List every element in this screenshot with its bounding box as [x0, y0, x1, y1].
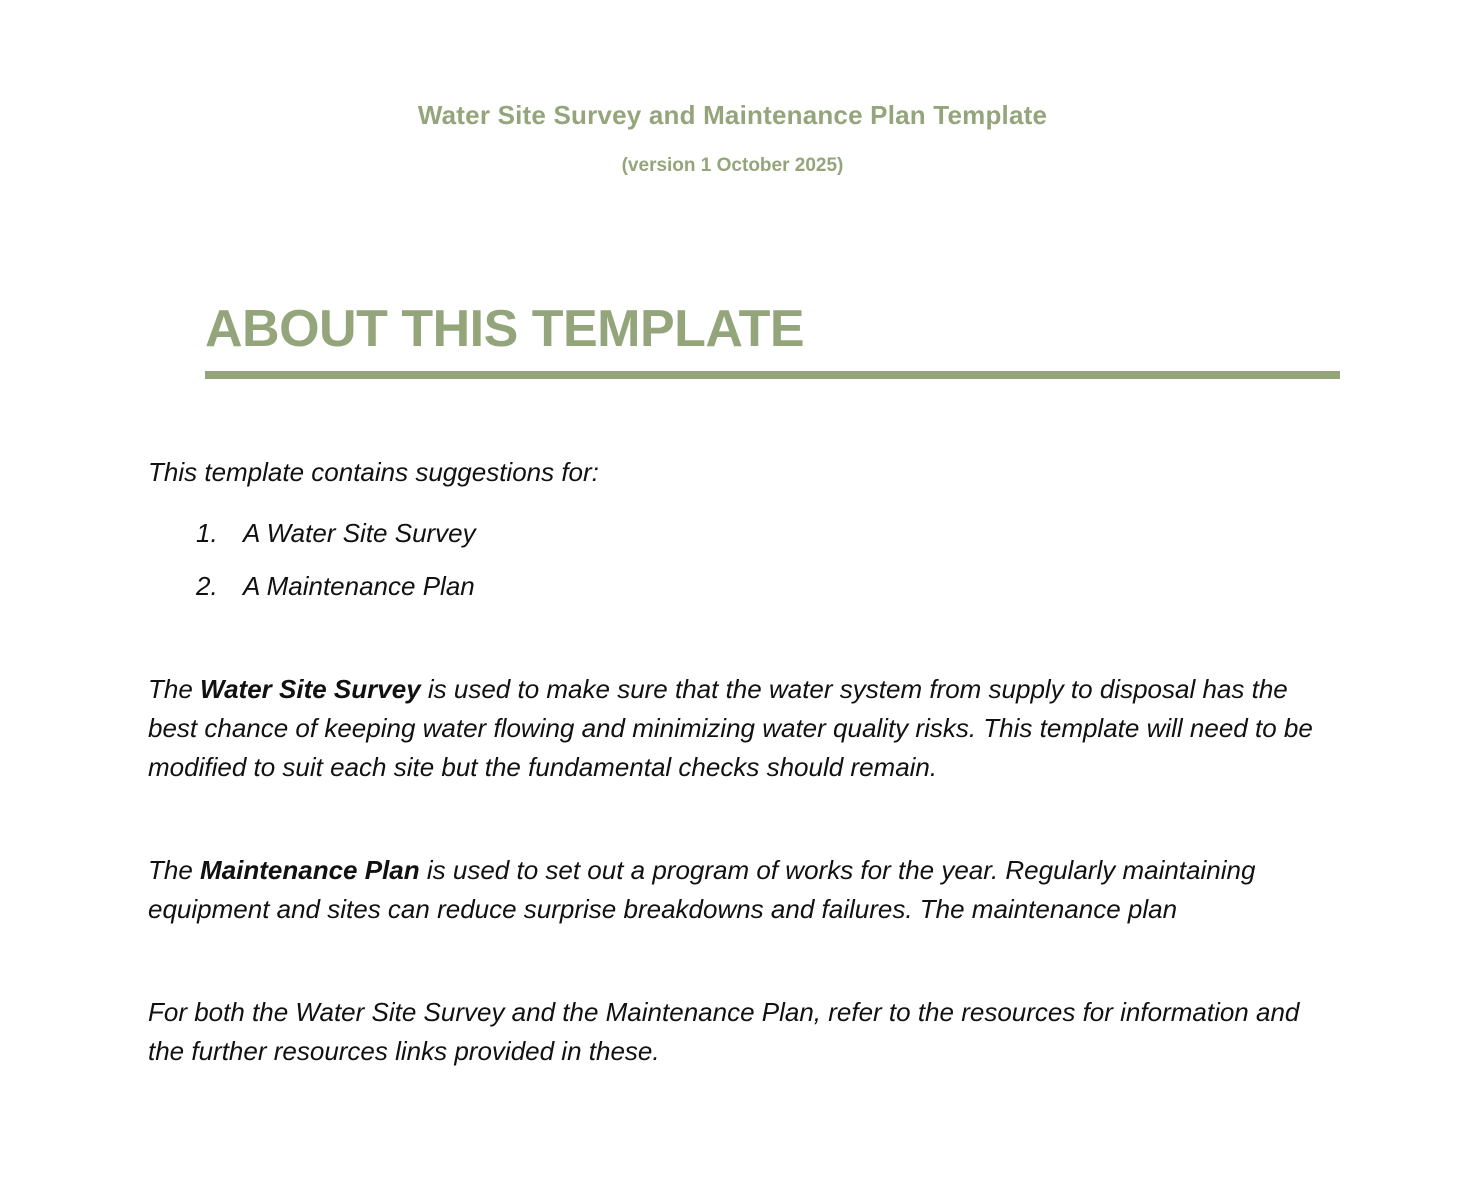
section-heading-rule — [205, 371, 1340, 379]
paragraph-maintenance-plan — [148, 851, 1340, 929]
numbered-list — [196, 514, 1340, 606]
list-item-number: 1. — [196, 518, 218, 548]
list-item-label: A Water Site Survey — [243, 518, 476, 548]
list-item — [196, 514, 1340, 553]
paragraph-water-site-survey — [148, 670, 1340, 787]
section-heading-block — [205, 300, 1340, 379]
list-item-number: 2. — [196, 571, 218, 601]
section-heading: ABOUT THIS TEMPLATE — [205, 300, 805, 358]
intro-paragraph: This template contains suggestions for: — [148, 457, 599, 487]
paragraph-resources: For both the Water Site Survey and the Maintenance Plan, refer to the resources for information and the further resources links provided in these. — [148, 997, 1300, 1066]
text-run: The — [148, 855, 201, 885]
text-run-bold: Maintenance Plan — [200, 855, 420, 885]
text-run: The — [148, 674, 201, 704]
list-item-label: A Maintenance Plan — [243, 571, 475, 601]
text-run-bold: Water Site Survey — [200, 674, 421, 704]
document-header — [0, 0, 1465, 177]
text-run: is used to set out a program of works for the year. Regularly maintaining equipment and sites can reduce surprise breakdowns and failures. The maintenance plan — [148, 855, 1256, 924]
document-title: Water Site Survey and Maintenance Plan Template — [417, 100, 1048, 130]
document-version: (version 1 October 2025) — [621, 155, 844, 176]
document-body — [148, 453, 1340, 1071]
list-item — [196, 567, 1340, 606]
text-run: is used to make sure that the water system from supply to disposal has the best chance of keeping water flowing and minimizing water quality risks. This template will need to be modified to suit each site but the fundamental checks should remain. — [148, 674, 1313, 782]
